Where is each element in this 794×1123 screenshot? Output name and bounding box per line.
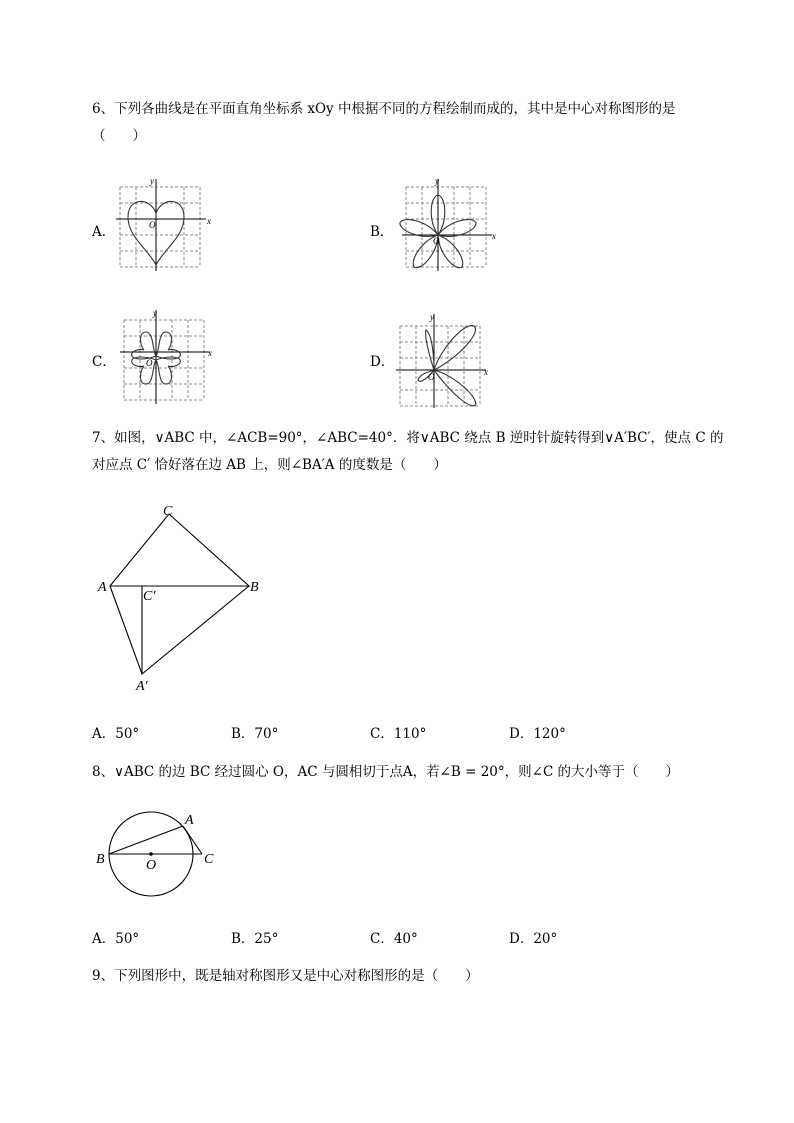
center-o-label: O	[146, 858, 157, 873]
origin-label: O	[428, 372, 435, 382]
point-c-label: C	[163, 504, 173, 519]
point-b-label: B	[96, 852, 105, 867]
point-a-label: A	[98, 580, 107, 595]
q7-rotation-figure	[90, 498, 280, 698]
point-c-prime-label: C′	[143, 589, 156, 604]
axis-x-label: x	[207, 216, 211, 226]
axis-y-label: y	[430, 312, 434, 322]
q7-option-b: B．70°	[231, 726, 279, 742]
q8-stem-line1: 8、∨ABC 的边 BC 经过圆心 O，AC 与圆相切于点A，若∠B = 20°，则∠C 的大小等于（ ）	[92, 764, 680, 780]
q7-option-a: A．50°	[92, 726, 140, 742]
axis-y-label: y	[150, 176, 154, 186]
origin-label: O	[146, 358, 153, 368]
q6-option-a-label: A．	[92, 224, 116, 240]
q8-option-d: D．20°	[509, 931, 558, 947]
q6-option-c-label: C．	[92, 354, 116, 370]
axis-x-label: x	[208, 348, 212, 358]
axis-x-label: x	[484, 367, 488, 377]
origin-label: O	[433, 236, 440, 246]
q6-figure-d-petals	[392, 310, 496, 410]
q7-option-c: C．110°	[370, 726, 427, 742]
q8-option-a: A．50°	[92, 931, 140, 947]
q6-figure-a-heart	[112, 175, 212, 275]
q8-circle-tangent-figure	[90, 808, 230, 900]
q8-option-b: B．25°	[231, 931, 279, 947]
q7-stem-line1: 7、如图，∨ABC 中，∠ACB=90°，∠ABC=40°．将∨ABC 绕点 B 逆时针旋转得到∨A′BC′，使点 C 的	[92, 430, 724, 446]
point-c-label: C	[204, 852, 214, 867]
q6-option-b-label: B．	[370, 224, 394, 240]
q6-stem-line1: 6、下列各曲线是在平面直角坐标系 xOy 中根据不同的方程绘制而成的，其中是中心对称图形的是	[92, 101, 676, 117]
axis-y-label: y	[153, 308, 157, 318]
point-b-label: B	[250, 580, 259, 595]
q6-figure-b-rose	[398, 175, 502, 275]
q7-stem-line2: 对应点 C′ 恰好落在边 AB 上，则∠BA′A 的度数是（ ）	[92, 457, 447, 473]
axis-x-label: x	[492, 231, 496, 241]
q6-figure-c-clover	[116, 306, 216, 408]
q7-option-d: D．120°	[509, 726, 566, 742]
q8-option-c: C．40°	[370, 931, 418, 947]
q6-stem-line2: （ ）	[92, 128, 146, 144]
point-a-prime-label: A′	[136, 679, 148, 694]
origin-label: O	[149, 220, 156, 230]
point-a-label: A	[185, 813, 194, 828]
q9-stem-line1: 9、下列图形中，既是轴对称图形又是中心对称图形的是（ ）	[92, 968, 479, 984]
axis-y-label: y	[435, 176, 439, 186]
q6-option-d-label: D．	[370, 354, 395, 370]
